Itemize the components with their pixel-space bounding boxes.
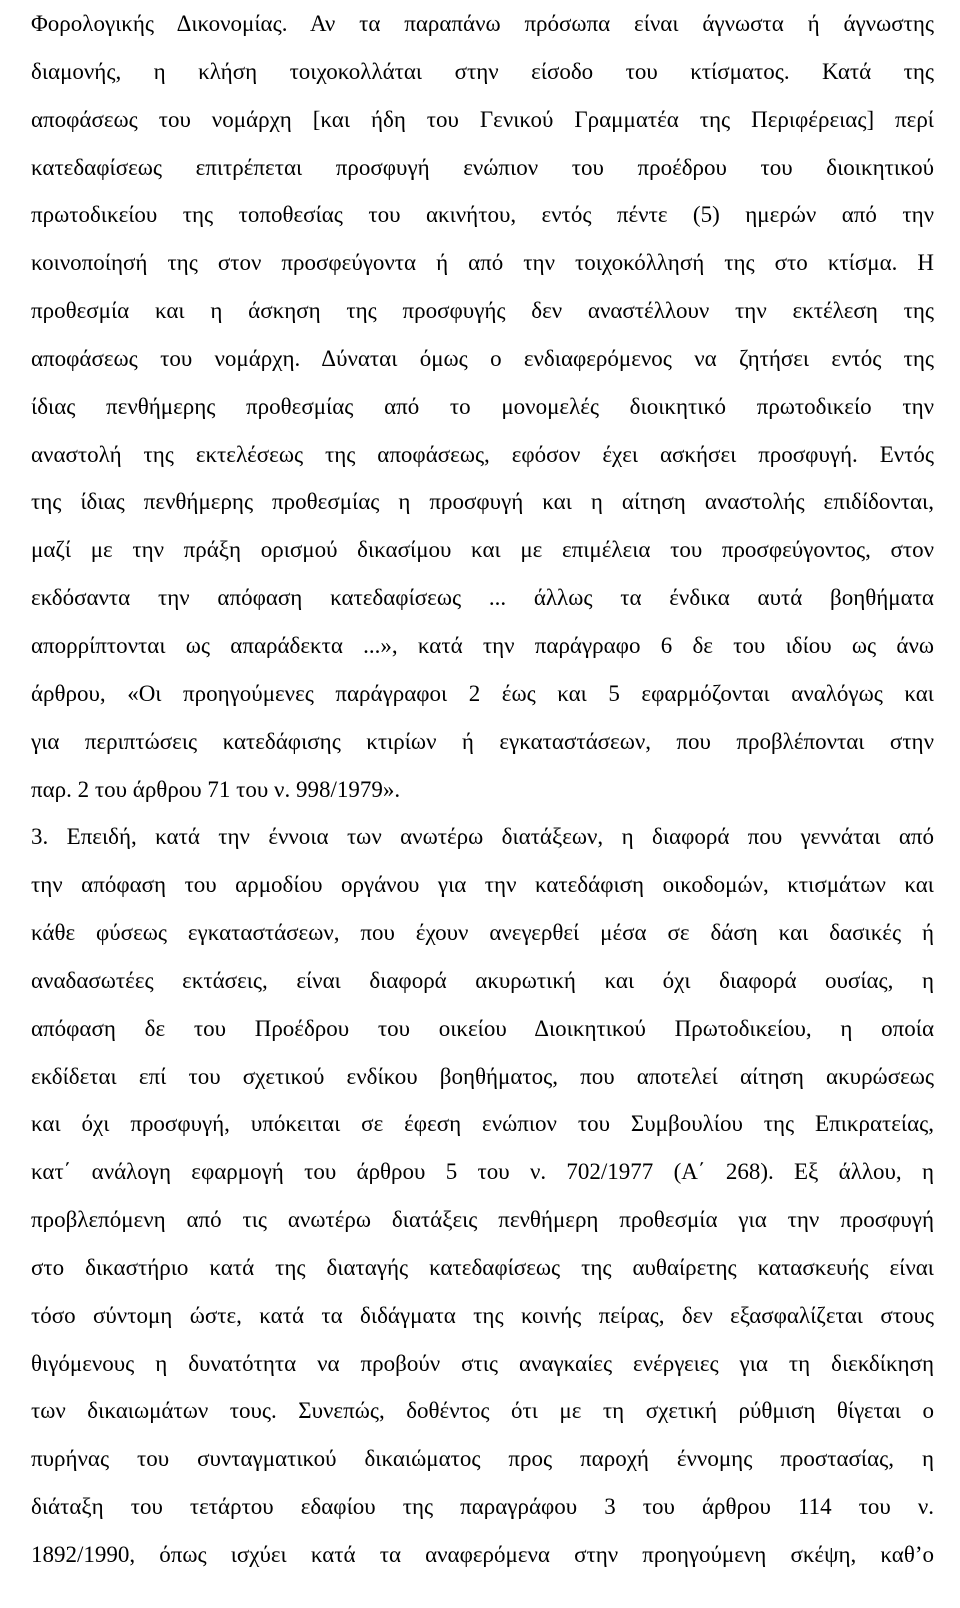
text-line: 3. Επειδή, κατά την έννοια των ανωτέρω διατάξεων, η διαφορά που γεννάται από	[31, 824, 934, 850]
text-line: εκδίδεται επί του σχετικού ενδίκου βοηθήματος, που αποτελεί αίτηση ακυρώσεως	[31, 1063, 934, 1089]
text-line: ίδιας πενθήμερης προθεσμίας από το μονομελές διοικητικό πρωτοδικείο την	[31, 393, 934, 419]
text-line: αποφάσεως του νομάρχη. Δύναται όμως ο ενδιαφερόμενος να ζητήσει εντός της	[31, 345, 934, 371]
text-line: και όχι προσφυγή, υπόκειται σε έφεση ενώπιον του Συμβουλίου της Επικρατείας,	[31, 1111, 934, 1137]
text-line: απορρίπτονται ως απαράδεκτα ...», κατά την παράγραφο 6 δε του ιδίου ως άνω	[31, 632, 934, 658]
text-line: κοινοποίησή της στον προσφεύγοντα ή από την τοιχοκόλλησή της στο κτίσμα. Η	[31, 250, 934, 276]
text-line-last: παρ. 2 του άρθρου 71 του ν. 998/1979».	[31, 776, 401, 802]
text-line: αποφάσεως του νομάρχη [και ήδη του Γενικού Γραμματέα της Περιφέρειας] περί	[31, 106, 934, 132]
text-line: για περιπτώσεις κατεδάφισης κτιρίων ή εγκαταστάσεων, που προβλέπονται στην	[31, 728, 934, 754]
text-line: κατεδαφίσεως επιτρέπεται προσφυγή ενώπιον του προέδρου του διοικητικού	[31, 154, 934, 180]
text-line: αναδασωτέες εκτάσεις, είναι διαφορά ακυρωτική και όχι διαφορά ουσίας, η	[31, 967, 934, 993]
text-line: Φορολογικής Δικονομίας. Αν τα παραπάνω πρόσωπα είναι άγνωστα ή άγνωστης	[31, 11, 934, 36]
text-line: θιγόμενους η δυνατότητα να προβούν στις αναγκαίες ενέργειες για τη διεκδίκηση	[31, 1350, 934, 1376]
text-line: μαζί με την πράξη ορισμού δικασίμου και με επιμέλεια του προσφεύγοντος, στον	[31, 537, 934, 563]
text-line: διαμονής, η κλήση τοιχοκολλάται στην είσοδο του κτίσματος. Κατά της	[31, 58, 934, 84]
text-line: προθεσμία και η άσκηση της προσφυγής δεν αναστέλλουν την εκτέλεση της	[31, 298, 934, 324]
text-line: κάθε φύσεως εγκαταστάσεων, που έχουν ανεγερθεί μέσα σε δάση και δασικές ή	[31, 920, 934, 946]
text-line: 1892/1990, όπως ισχύει κατά τα αναφερόμενα στην προηγούμενη σκέψη, καθ’ο	[31, 1542, 934, 1567]
text-line: κατ΄ ανάλογη εφαρμογή του άρθρου 5 του ν. 702/1977 (Α΄ 268). Εξ άλλου, η	[31, 1159, 934, 1185]
text-line: των δικαιωμάτων τους. Συνεπώς, δοθέντος ότι με τη σχετική ρύθμιση θίγεται ο	[31, 1398, 934, 1424]
text-line: εκδόσαντα την απόφαση κατεδαφίσεως ... άλλως τα ένδικα αυτά βοηθήματα	[31, 585, 934, 611]
text-line: τόσο σύντομη ώστε, κατά τα διδάγματα της κοινής πείρας, δεν εξασφαλίζεται στους	[31, 1302, 934, 1328]
text-line: πυρήνας του συνταγματικού δικαιώματος προς παροχή έννομης προστασίας, η	[31, 1446, 934, 1472]
paragraph-1	[31, 0, 934, 813]
text-line: προβλεπόμενη από τις ανωτέρω διατάξεις πενθήμερη προθεσμία για την προσφυγή	[31, 1207, 934, 1233]
text-line: άρθρου, «Οι προηγούμενες παράγραφοι 2 έως και 5 εφαρμόζονται αναλόγως και	[31, 680, 934, 706]
paragraph-2	[31, 813, 934, 1579]
text-line: αναστολή της εκτελέσεως της αποφάσεως, εφόσον έχει ασκήσει προσφυγή. Εντός	[31, 441, 934, 467]
text-line: την απόφαση του αρμοδίου οργάνου για την κατεδάφιση οικοδομών, κτισμάτων και	[31, 872, 934, 898]
text-line: της ίδιας πενθήμερης προθεσμίας η προσφυγή και η αίτηση αναστολής επιδίδονται,	[31, 489, 934, 515]
text-line: πρωτοδικείου της τοποθεσίας του ακινήτου, εντός πέντε (5) ημερών από την	[31, 202, 934, 228]
text-line: απόφαση δε του Προέδρου του οικείου Διοικητικού Πρωτοδικείου, η οποία	[31, 1015, 934, 1041]
text-line: διάταξη του τετάρτου εδαφίου της παραγράφου 3 του άρθρου 114 του ν.	[31, 1494, 934, 1520]
text-line: στο δικαστήριο κατά της διαταγής κατεδαφίσεως της αυθαίρετης κατασκευής είναι	[31, 1254, 934, 1280]
